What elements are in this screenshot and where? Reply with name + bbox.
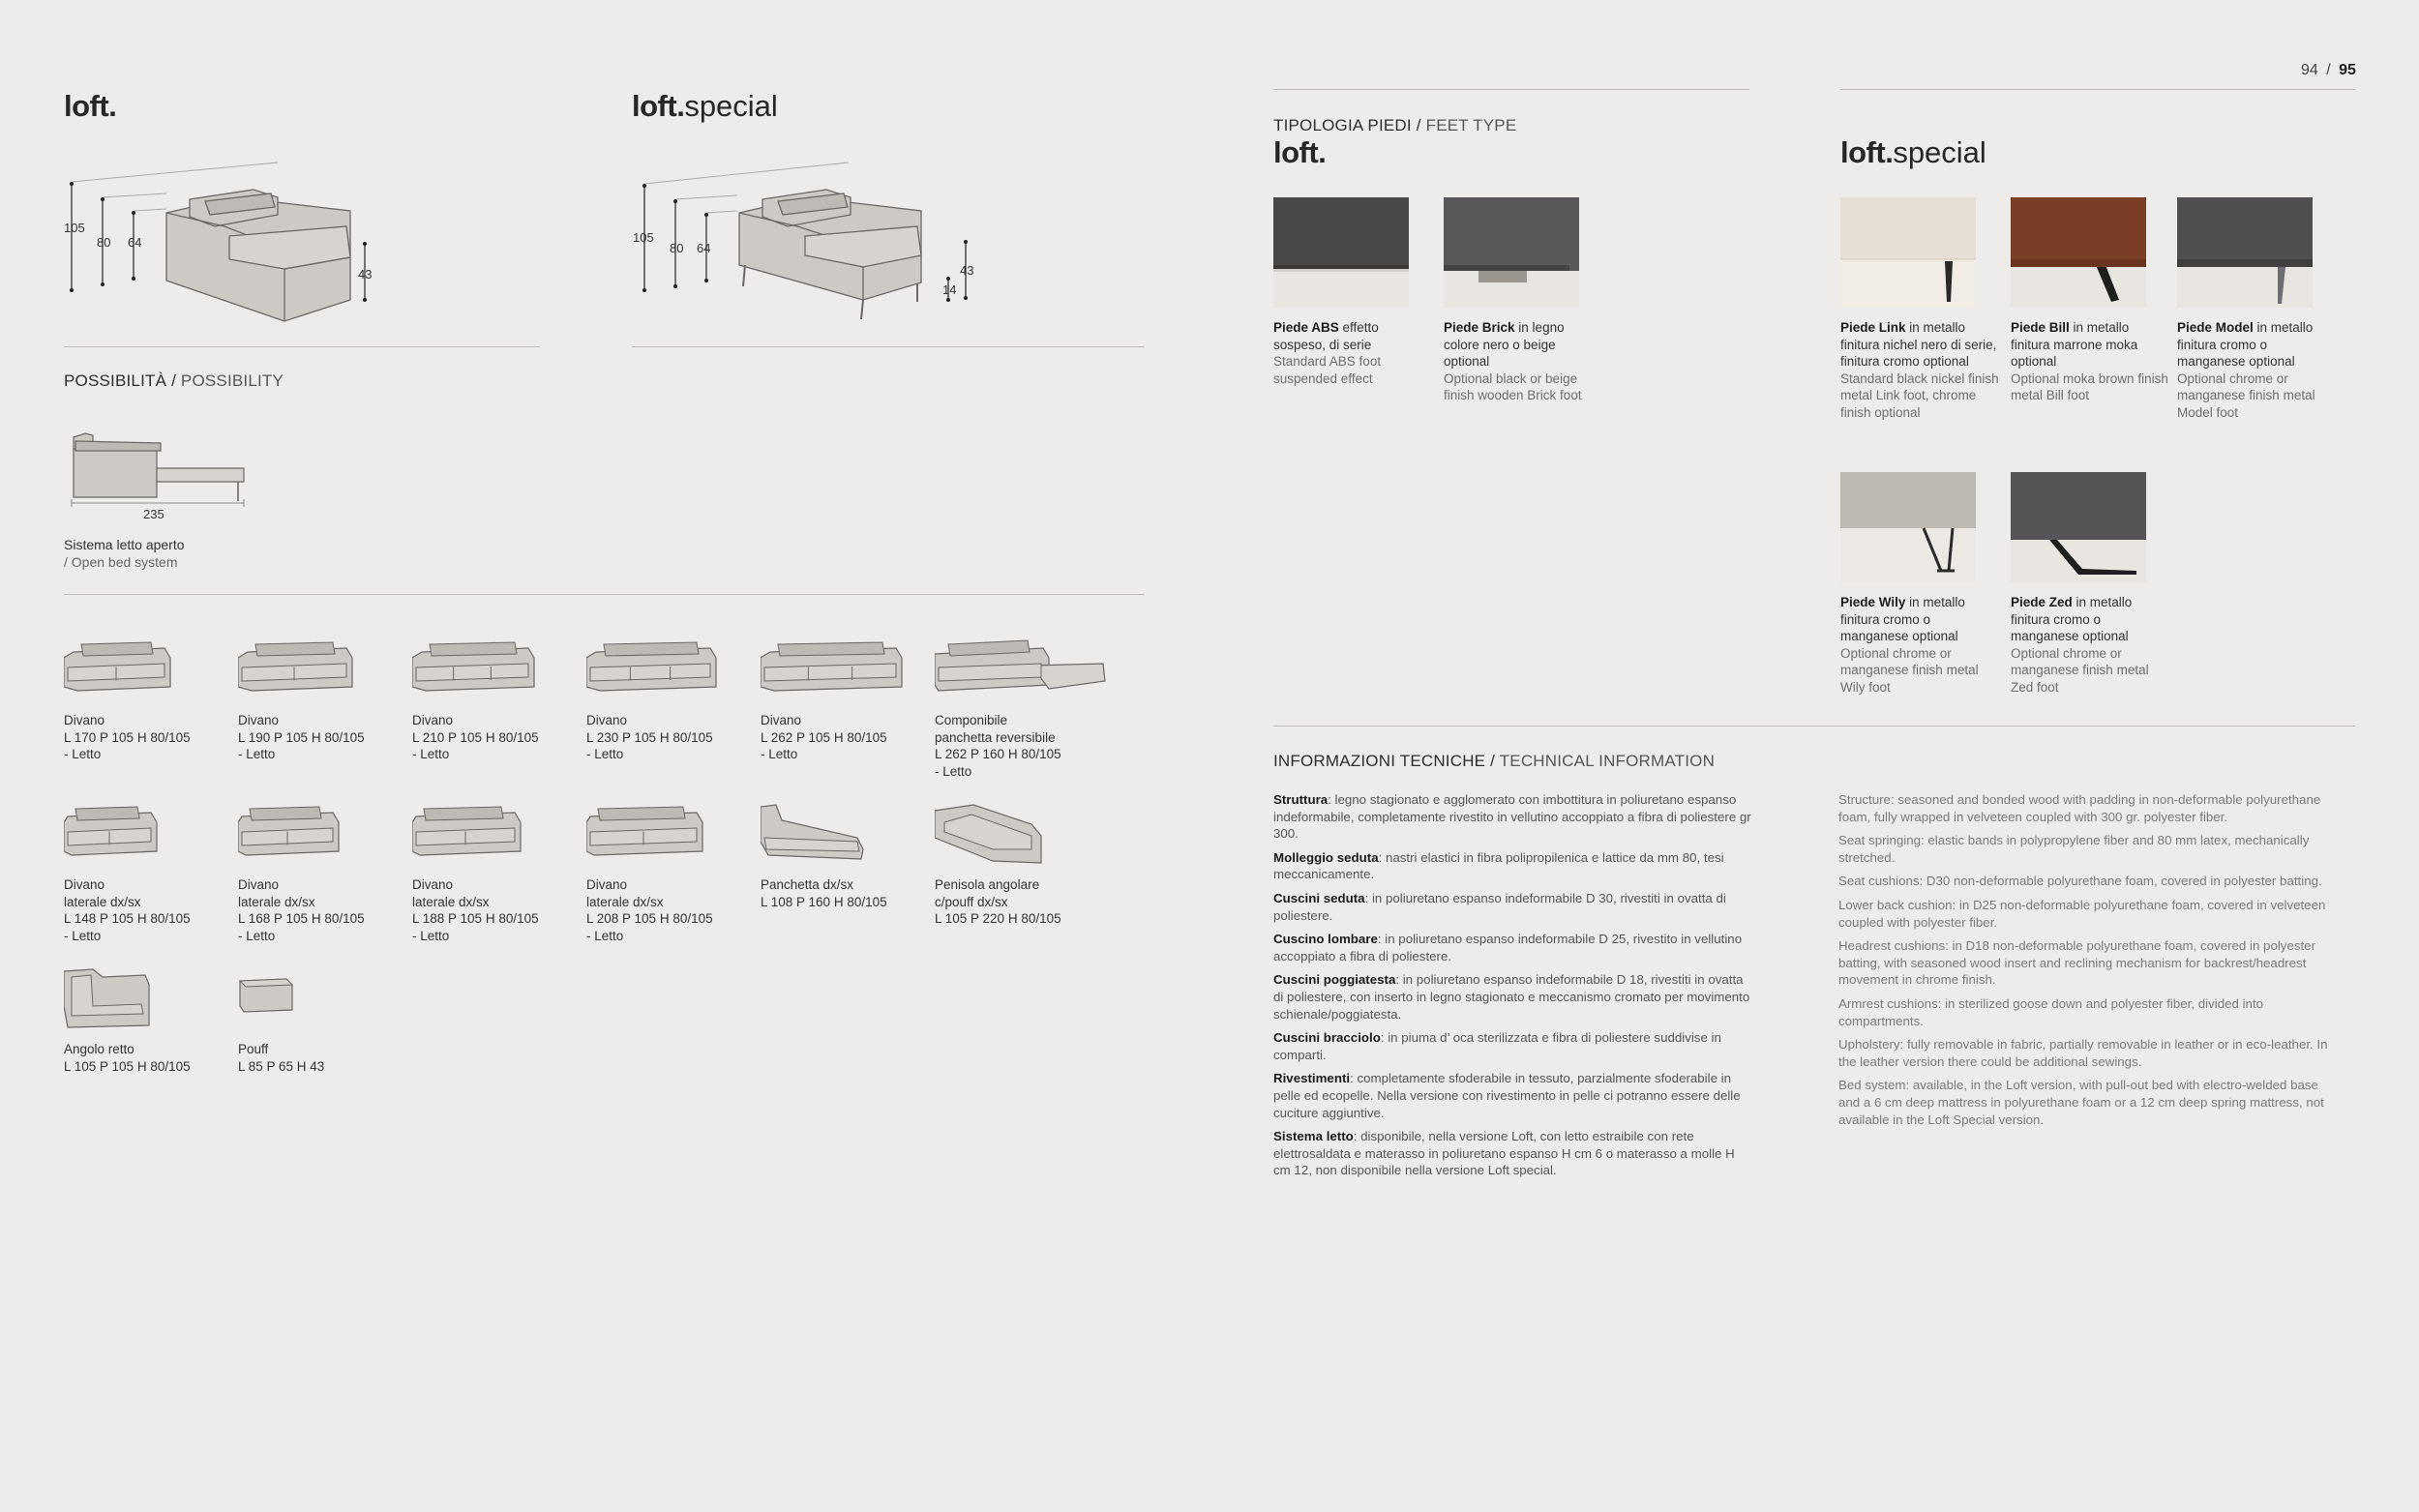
foot-desc-en: Optional chrome or manganese finish metal Model foot (2177, 371, 2315, 420)
module-drawing (238, 967, 412, 1033)
module-item (935, 803, 1104, 928)
module-caption-line: - Letto (412, 747, 450, 761)
dim-arm: 64 (697, 241, 711, 255)
module-item (761, 803, 930, 910)
tech-text: : completamente sfoderabile in tessuto, parzialmente sfoderabile in pelle ed ecopelle. Nella versione con rivestimento in pelle ci potranno essere delle cuciture aggiuntive. (1273, 1071, 1741, 1120)
module-caption-line: Divano (412, 877, 454, 892)
tech-label: Molleggio seduta (1273, 849, 1379, 865)
module-item (412, 803, 582, 944)
dim-height: 105 (633, 230, 654, 245)
module-caption-line: L 262 P 160 H 80/105 (935, 747, 1061, 761)
foot-option (2177, 197, 2337, 421)
tech-info-paragraph-en: Lower back cushion: in D25 non-deformable polyurethane foam, covered in velveteen coupled with polyester fiber. (1838, 897, 2326, 930)
module-caption (412, 876, 582, 944)
module-drawing (238, 803, 412, 869)
tech-info-paragraph (1273, 890, 1753, 924)
module-item (935, 638, 1104, 780)
module-caption-line: Divano (238, 713, 280, 727)
module-caption-line: laterale dx/sx (64, 894, 141, 909)
tech-text: : in poliuretano espanso indeformabile D 30, rivestiti in ovatta di poliestere. (1273, 890, 1726, 923)
tech-label: Rivestimenti (1273, 1071, 1351, 1086)
module-caption-line: Componibile (935, 713, 1008, 727)
tech-info-paragraph (1273, 1029, 1753, 1063)
module-caption-line: Panchetta dx/sx (761, 877, 854, 892)
foot-option (2011, 197, 2170, 404)
tech-text: : in poliuretano espanso indeformabile D 25, rivestito in vellutino accoppiato a fibra di poliestere. (1273, 932, 1743, 964)
foot-description (2011, 594, 2170, 696)
tech-label: Sistema letto (1273, 1129, 1354, 1144)
module-caption-line: - Letto (761, 747, 798, 761)
divider (64, 594, 1145, 595)
module-caption-line: - Letto (586, 747, 624, 761)
module-caption-line: - Letto (238, 747, 276, 761)
tech-info-paragraph-en: Bed system: available, in the Loft version, with pull-out bed with electro-welded base and a 6 cm deep mattress in polyurethane foam or a 12 cm deep spring mattress, not available in the Loft Special version. (1838, 1078, 2324, 1127)
module-caption-line: c/pouff dx/sx (935, 894, 1008, 909)
tech-text: : in piuma d’ oca sterilizzata e fibra di poliestere suddivise in comparti. (1273, 1030, 1721, 1062)
module-caption-line: Divano (412, 713, 454, 727)
foot-description (2011, 319, 2170, 404)
dim-seat-back: 80 (97, 235, 111, 250)
brand-loft-special: loft.special (632, 89, 778, 123)
module-caption (586, 876, 756, 944)
tech-info-italian (1273, 791, 1753, 1186)
module-caption (586, 712, 756, 763)
module-caption-line: L 208 P 105 H 80/105 (586, 911, 713, 926)
module-caption-line: - Letto (64, 747, 102, 761)
dim-seat-back: 80 (670, 241, 684, 255)
module-caption-line: Divano (64, 713, 105, 727)
foot-description (2177, 319, 2337, 421)
tech-info-paragraph-en: Headrest cushions: in D18 non-deformable polyurethane foam, covered in polyester batting, with seasoned wood insert and reclining mechanism for backrest/headrest movement in chrome finish. (1838, 938, 2316, 988)
divider (1273, 89, 1749, 90)
module-caption-line: L 190 P 105 H 80/105 (238, 729, 365, 745)
module-caption-line: L 188 P 105 H 80/105 (412, 911, 539, 926)
module-caption-line: L 170 P 105 H 80/105 (64, 729, 191, 745)
module-caption (761, 712, 930, 763)
loft-dimension-drawing (60, 155, 389, 334)
foot-name: Piede Model (2177, 320, 2254, 335)
tech-label: Cuscini poggiatesta (1273, 972, 1396, 988)
module-caption-line: Divano (586, 877, 628, 892)
foot-option (1840, 197, 2000, 421)
module-caption (761, 876, 930, 910)
module-caption-line: Divano (238, 877, 280, 892)
tech-text: : in poliuretano espanso indeformabile D 18, rivestiti in ovatta di poliestere, con inserto in legno stagionato e meccanismo cromato per movimento schienale/poggiatesta. (1273, 972, 1750, 1022)
module-caption-line: L 262 P 105 H 80/105 (761, 729, 887, 745)
divider (64, 346, 540, 347)
page-number-left: 94 (2301, 62, 2318, 78)
foot-desc-en: Optional chrome or manganese finish metal Wily foot (1840, 645, 1979, 695)
tech-info-paragraph (1273, 1128, 1753, 1179)
module-caption (64, 1041, 233, 1075)
module-caption-line: Angolo retto (64, 1042, 134, 1056)
module-caption-line: L 168 P 105 H 80/105 (238, 911, 365, 926)
foot-name: Piede Brick (1444, 320, 1515, 335)
tech-info-paragraph-en: Armrest cushions: in sterilized goose down and polyester fiber, divided into compartments. (1838, 995, 2264, 1028)
module-caption-line: - Letto (412, 928, 450, 943)
foot-swatch-image (1840, 472, 1976, 582)
dim-foot: 14 (942, 282, 957, 297)
page-numbers (2301, 62, 2356, 79)
module-caption-line: Divano (586, 713, 628, 727)
module-item (64, 967, 233, 1075)
page-number-sep: / (2326, 62, 2331, 78)
module-caption-line: - Letto (64, 928, 102, 943)
module-caption-line: L 108 P 160 H 80/105 (761, 894, 887, 909)
module-item (238, 638, 407, 763)
module-caption-line: laterale dx/sx (412, 894, 490, 909)
foot-desc-en: Optional black or beige finish wooden Brick foot (1444, 371, 1582, 402)
module-item (586, 803, 756, 944)
dim-seat: 43 (358, 267, 373, 282)
module-drawing (586, 803, 761, 869)
module-drawing (64, 638, 238, 704)
foot-description (1273, 319, 1433, 387)
foot-desc-it: in metallo finitura cromo o manganese optional (1840, 595, 1965, 643)
module-caption (64, 712, 233, 763)
tech-label: Struttura (1273, 792, 1329, 807)
tech-info-paragraph-en: Upholstery: fully removable in fabric, partially removable in leather or in eco-leather. In the leather version there could be additional sewings. (1838, 1037, 2328, 1069)
module-caption-line: panchetta reversibile (935, 729, 1056, 745)
loft-special-dimension-drawing (631, 155, 979, 334)
module-drawing (935, 638, 1109, 704)
module-caption-line: Divano (761, 713, 802, 727)
module-item (238, 967, 407, 1075)
tech-info-paragraph (1273, 971, 1753, 1023)
module-caption (64, 876, 233, 944)
foot-option (1444, 197, 1603, 404)
tech-text: : nastri elastici in fibra polipropilenica e lattice da mm 80, tesi meccanicamente. (1273, 849, 1724, 882)
module-caption-line: - Letto (935, 763, 972, 779)
foot-option (1840, 472, 2000, 696)
module-item (238, 803, 407, 944)
open-bed-drawing (64, 430, 257, 521)
bed-length: 235 (143, 507, 164, 521)
tech-info-paragraph-en: Structure: seasoned and bonded wood with padding in non-deformable polyurethane foam, fully wrapped in velveteen coupled with 300 gr. polyester fiber. (1838, 792, 2321, 824)
foot-desc-it: in metallo finitura cromo o manganese optional (2011, 595, 2133, 643)
module-drawing (412, 803, 586, 869)
module-caption-line: Divano (64, 877, 105, 892)
module-drawing (761, 803, 935, 869)
module-drawing (412, 638, 586, 704)
tech-info-paragraph-en: Seat springing: elastic bands in polypropylene fiber and 80 mm latex, mechanically stretched. (1838, 833, 2310, 865)
possibility-heading: POSSIBILITÀ / POSSIBILITY (64, 371, 284, 390)
module-caption-line: - Letto (586, 928, 624, 943)
brand-loft: loft. (1273, 135, 1327, 169)
module-caption (238, 712, 407, 763)
foot-swatch-image (1273, 197, 1409, 308)
module-drawing (935, 803, 1109, 869)
tech-label: Cuscino lombare (1273, 932, 1378, 947)
brand-loft: loft. (64, 89, 117, 123)
tech-info-paragraph (1273, 931, 1753, 964)
foot-description (1840, 319, 2000, 421)
brand-loft-special: loft.special (1840, 135, 1986, 169)
feet-type-heading: TIPOLOGIA PIEDI / FEET TYPE (1273, 116, 1517, 134)
module-drawing (586, 638, 761, 704)
tech-info-heading: INFORMAZIONI TECNICHE / TECHNICAL INFORMATION (1273, 752, 1716, 770)
foot-desc-en: Standard ABS foot suspended effect (1273, 354, 1382, 386)
module-caption-line: L 230 P 105 H 80/105 (586, 729, 713, 745)
module-drawing (761, 638, 935, 704)
module-item (64, 803, 233, 944)
foot-name: Piede Bill (2011, 320, 2070, 335)
tech-info-paragraph-en: Seat cushions: D30 non-deformable polyurethane foam, covered in polyester batting. (1838, 874, 2322, 889)
foot-name: Piede Link (1840, 320, 1906, 335)
dim-height: 105 (64, 221, 85, 235)
foot-name: Piede Wily (1840, 595, 1906, 609)
module-caption-line: L 105 P 220 H 80/105 (935, 911, 1061, 926)
foot-desc-it: in metallo finitura marrone moka optional (2011, 320, 2138, 369)
module-caption (935, 876, 1104, 928)
foot-swatch-image (1840, 197, 1976, 308)
foot-desc-en: Optional chrome or manganese finish metal Zed foot (2011, 645, 2149, 695)
module-drawing (238, 638, 412, 704)
module-item (761, 638, 930, 763)
module-item (586, 638, 756, 763)
foot-desc-it: in legno colore nero o beige optional (1444, 320, 1565, 369)
module-caption-line: - Letto (238, 928, 276, 943)
module-caption-line: Penisola angolare (935, 877, 1040, 892)
foot-description (1840, 594, 2000, 696)
foot-desc-it: effetto sospeso, di serie (1273, 320, 1379, 352)
module-caption-line: Pouff (238, 1042, 269, 1056)
foot-swatch-image (1444, 197, 1579, 308)
tech-info-paragraph (1273, 849, 1753, 883)
module-caption-line: L 210 P 105 H 80/105 (412, 729, 539, 745)
foot-description (1444, 319, 1603, 404)
module-drawing (64, 803, 238, 869)
module-caption-line: laterale dx/sx (586, 894, 664, 909)
dim-arm: 64 (128, 235, 142, 250)
foot-swatch-image (2011, 197, 2146, 308)
page-number-right: 95 (2339, 62, 2356, 78)
module-caption-line: L 85 P 65 H 43 (238, 1058, 325, 1074)
foot-name: Piede Zed (2011, 595, 2073, 609)
module-caption-line: L 105 P 105 H 80/105 (64, 1058, 191, 1074)
tech-info-paragraph (1273, 791, 1753, 843)
divider (632, 346, 1145, 347)
open-bed-caption: Sistema letto aperto / Open bed system (64, 537, 185, 570)
module-drawing (64, 967, 238, 1033)
tech-text: : disponibile, nella versione Loft, con letto estraibile con rete elettrosaldata e materasso in poliuretano espanso H cm 6 o materasso a molle H cm 12, non disponibile nella versione Loft special. (1273, 1129, 1735, 1178)
tech-info-paragraph (1273, 1070, 1753, 1121)
module-caption (412, 712, 582, 763)
tech-label: Cuscini seduta (1273, 890, 1365, 905)
foot-desc-en: Optional moka brown finish metal Bill foot (2011, 371, 2168, 402)
module-caption (238, 876, 407, 944)
tech-info-english (1838, 791, 2334, 1135)
module-item (64, 638, 233, 763)
foot-swatch-image (2011, 472, 2146, 582)
module-caption-line: laterale dx/sx (238, 894, 315, 909)
module-caption (238, 1041, 407, 1075)
foot-name: Piede ABS (1273, 320, 1339, 335)
foot-desc-it: in metallo finitura cromo o manganese optional (2177, 320, 2314, 369)
foot-option (2011, 472, 2170, 696)
dim-seat: 43 (960, 263, 974, 278)
foot-option (1273, 197, 1433, 387)
tech-label: Cuscini bracciolo (1273, 1030, 1381, 1046)
foot-desc-it: in metallo finitura nichel nero di serie, finitura cromo optional (1840, 320, 1997, 369)
module-caption (935, 712, 1104, 780)
divider (1840, 89, 2355, 90)
module-caption-line: L 148 P 105 H 80/105 (64, 911, 191, 926)
foot-desc-en: Standard black nickel finish metal Link foot, chrome finish optional (1840, 371, 1999, 420)
foot-swatch-image (2177, 197, 2313, 308)
tech-text: : legno stagionato e agglomerato con imbottitura in poliuretano espanso indeformabile, completamente rivestito in vellutino accoppiato a fibra di poliestere gr 300. (1273, 792, 1751, 842)
module-item (412, 638, 582, 763)
